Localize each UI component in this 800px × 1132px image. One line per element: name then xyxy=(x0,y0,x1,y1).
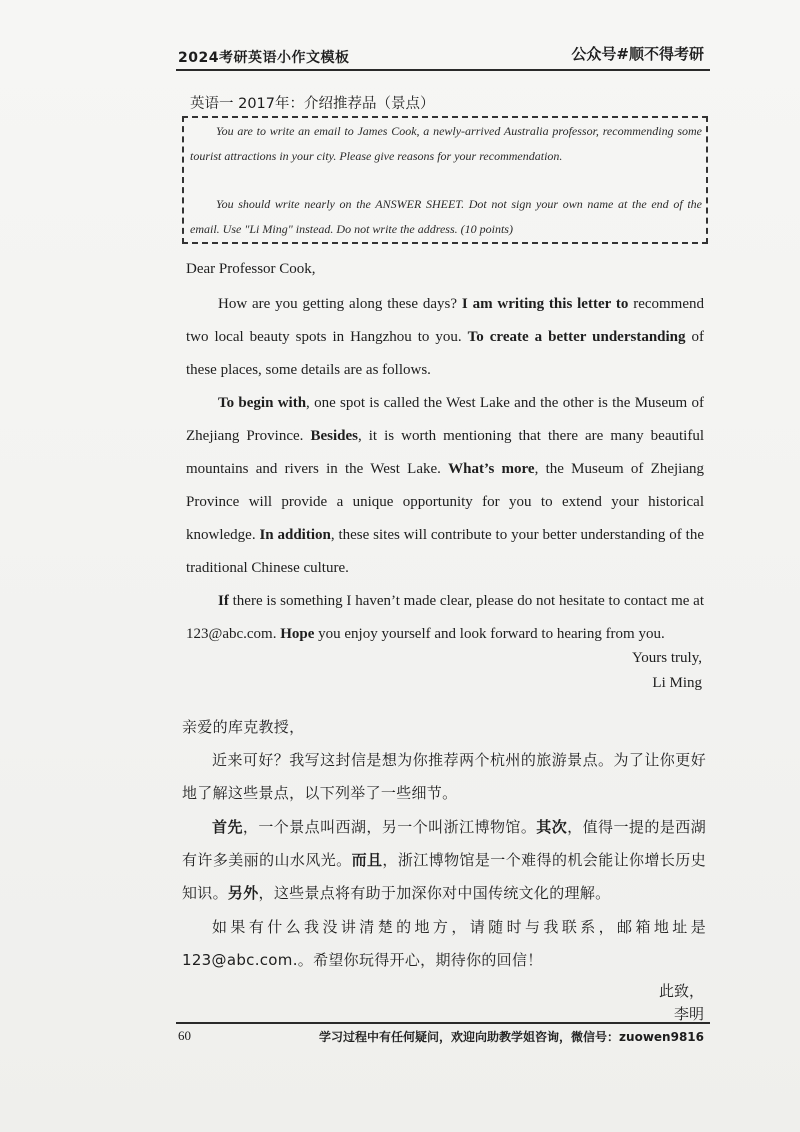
text-run: ，值得一提的是西湖有许多美丽的山水风光。 xyxy=(182,818,707,869)
letter-greeting: Dear Professor Cook, xyxy=(186,261,316,277)
header-divider xyxy=(176,69,710,71)
text-run: ，一个景点叫西湖，另一个叫浙江博物馆。 xyxy=(242,818,537,836)
text-run: ，这些景点将有助于加深你对中国传统文化的理解。 xyxy=(258,884,611,902)
emphasis-phrase: 而且 xyxy=(351,851,383,869)
emphasis-phrase: If xyxy=(218,593,229,609)
emphasis-phrase: 其次 xyxy=(536,818,568,836)
text-run: , the Museum of Zhejiang Province will provide a unique opportunity for you to extend your historical knowledge. xyxy=(186,461,704,543)
header-account: 公众号#顺不得考研 xyxy=(571,45,704,63)
text-run: ，浙江博物馆是一个难得的机会能让你增长历史知识。 xyxy=(182,851,706,902)
letter-paragraph-2 xyxy=(186,387,704,585)
translation-closing: 此致， xyxy=(658,982,704,1000)
prompt-paragraph-1: You are to write an email to James Cook, a newly-arrived Australia professor, recommending some tourist attractions in your city. Please give reasons for your recommendation. xyxy=(190,124,702,163)
emphasis-phrase: 首先 xyxy=(212,818,243,836)
footer-divider xyxy=(176,1022,710,1024)
translation-paragraph-3 xyxy=(182,911,706,977)
text-run: How are you getting along these days? xyxy=(218,296,462,312)
text-run: 如果有什么我没讲清楚的地方，请随时与我联系，邮箱地址是 123@abc.com.。希望你玩得开心，期待你的回信！ xyxy=(182,918,706,969)
prompt-paragraph-2: You should write nearly on the ANSWER SHEET. Dot not sign your own name at the end of the email. Use "Li Ming" instead. Do not write the address. (10 points) xyxy=(190,197,702,236)
text-run: 近来可好？我写这封信是想为你推荐两个杭州的旅游景点。为了让你更好地了解这些景点，以下列举了一些细节。 xyxy=(182,751,706,802)
text-run: recommend two local beauty spots in Hangzhou to you. xyxy=(186,296,704,345)
text-run: of these places, some details are as follows. xyxy=(186,329,705,378)
letter-paragraph-3 xyxy=(186,585,704,651)
letter-signature: Li Ming xyxy=(652,675,702,691)
emphasis-phrase: Hope xyxy=(280,626,315,642)
text-run: , these sites will contribute to your better understanding of the traditional Chinese culture. xyxy=(186,527,704,576)
task-title: 英语一 2017年：介绍推荐品（景点） xyxy=(190,96,435,112)
translation-greeting: 亲爱的库克教授， xyxy=(182,718,305,736)
emphasis-phrase: 另外 xyxy=(227,884,259,902)
emphasis-phrase: To begin with xyxy=(218,395,307,411)
text-run: , one spot is called the West Lake and the other is the Museum of Zhejiang Province. xyxy=(186,395,704,444)
emphasis-phrase: I am writing this letter to xyxy=(461,296,629,312)
text-run: you enjoy yourself and look forward to hearing from you. xyxy=(314,626,665,642)
translation-signature: 李明 xyxy=(673,1005,704,1023)
translation-paragraph-1 xyxy=(182,744,706,810)
translation-paragraph-2 xyxy=(182,811,706,910)
header-title: 2024考研英语小作文模板 xyxy=(178,50,350,66)
emphasis-phrase: Besides xyxy=(310,428,358,444)
footer-contact: 学习过程中有任何疑问，欢迎向助教学姐咨询，微信号：zuowen9816 xyxy=(319,1030,704,1044)
letter-closing: Yours truly, xyxy=(631,650,702,666)
letter-paragraph-1 xyxy=(186,288,704,387)
emphasis-phrase: In addition xyxy=(259,527,331,543)
emphasis-phrase: What’s more xyxy=(448,461,535,477)
page-number: 60 xyxy=(178,1028,191,1043)
text-run: there is something I haven’t made clear, please do not hesitate to contact me at 123@abc.com. xyxy=(186,593,704,642)
text-run: , it is worth mentioning that there are many beautiful mountains and rivers in the West Lake. xyxy=(186,428,704,477)
emphasis-phrase: To create a better understanding xyxy=(467,329,686,345)
